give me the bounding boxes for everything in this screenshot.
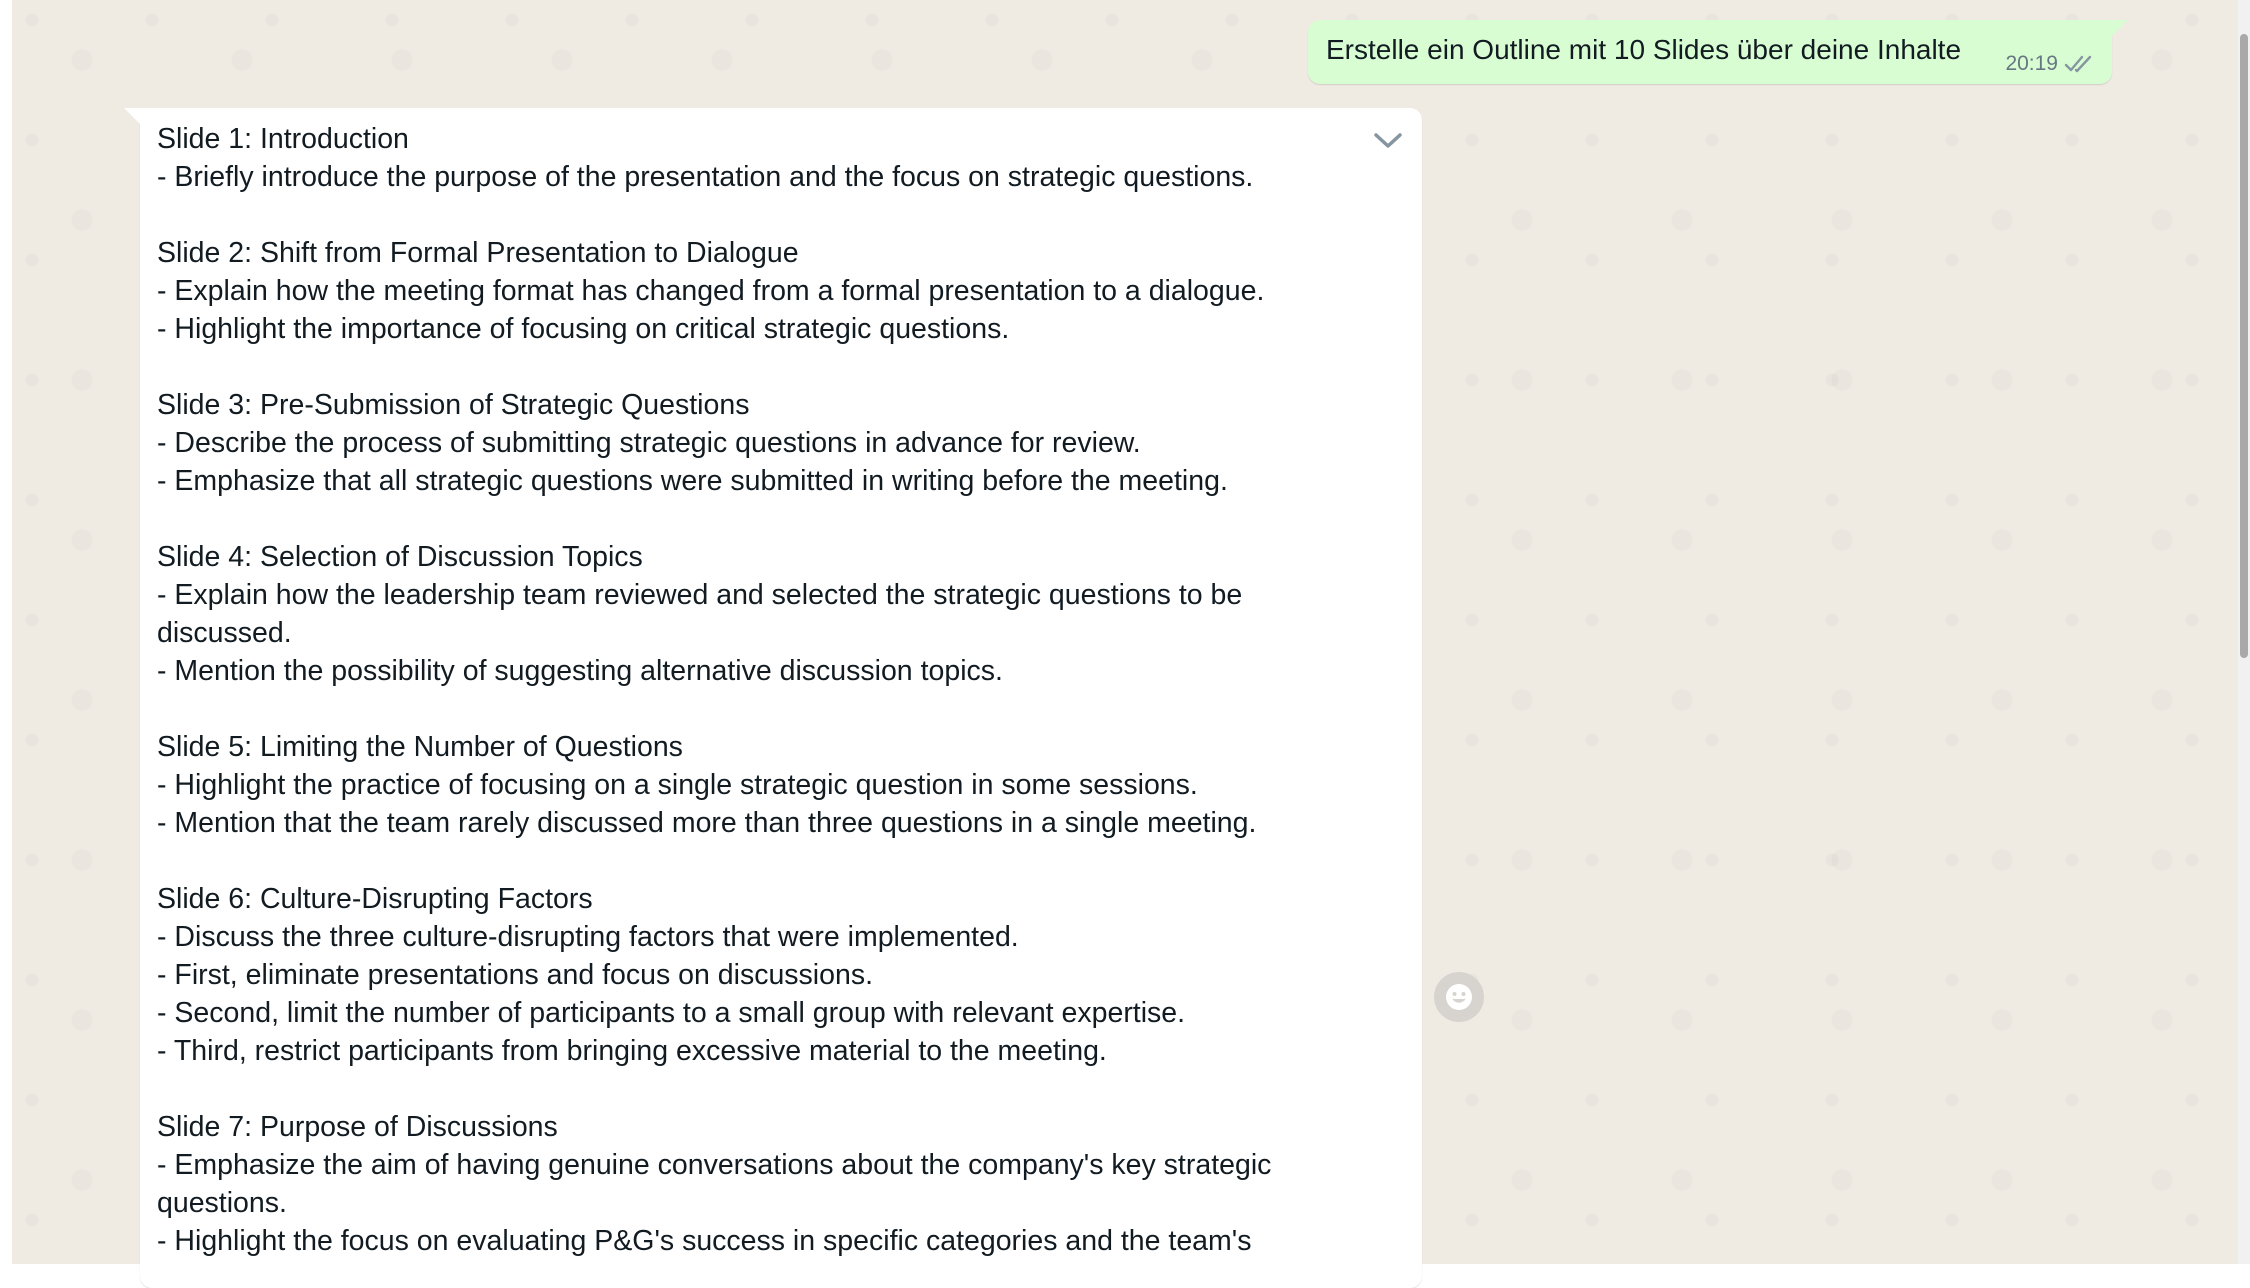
reaction-button[interactable] (1434, 972, 1484, 1022)
slide-title: Slide 5: Limiting the Number of Questions (157, 731, 683, 763)
outgoing-message-bubble[interactable] (1308, 20, 2112, 84)
slide-bullet-line: - First, eliminate presentations and focus on discussions. (157, 959, 874, 991)
incoming-message-bubble[interactable] (140, 108, 1422, 1288)
slide-bullet-line: - Emphasize that all strategic questions were submitted in writing before the meeting. (157, 465, 1228, 497)
message-time: 20:19 (2005, 52, 2058, 75)
slide-title: Slide 6: Culture-Disrupting Factors (157, 883, 593, 915)
incoming-message-text (157, 120, 1357, 1260)
slide-bullet-line: - Briefly introduce the purpose of the presentation and the focus on strategic questions. (157, 161, 1254, 193)
slide-bullet-line: - Describe the process of submitting strategic questions in advance for review. (157, 427, 1141, 459)
slide-bullet-line: - Third, restrict participants from bringing excessive material to the meeting. (157, 1035, 1107, 1067)
slide-bullet-line: questions. (157, 1187, 287, 1219)
slide-title: Slide 2: Shift from Formal Presentation to Dialogue (157, 237, 799, 269)
slide-bullet-line: - Highlight the focus on evaluating P&G's success in specific categories and the team's (157, 1225, 1252, 1257)
slide-bullet-line: - Explain how the leadership team reviewed and selected the strategic questions to be (157, 579, 1243, 611)
bubble-tail (124, 108, 142, 126)
slide-title: Slide 1: Introduction (157, 123, 409, 155)
paragraph-gap (157, 196, 1357, 234)
paragraph-gap (157, 842, 1357, 880)
slide-bullet-line: - Discuss the three culture-disrupting factors that were implemented. (157, 921, 1019, 953)
slide-bullet-line: - Second, limit the number of participants to a small group with relevant expertise. (157, 997, 1186, 1029)
scrollbar-thumb[interactable] (2240, 34, 2248, 658)
slide-bullet-line: - Emphasize the aim of having genuine conversations about the company's key strategic (157, 1149, 1272, 1181)
paragraph-gap (157, 348, 1357, 386)
slide-bullet-line: - Highlight the importance of focusing on critical strategic questions. (157, 313, 1010, 345)
slide-bullet-line: - Mention the possibility of suggesting alternative discussion topics. (157, 655, 1003, 687)
paragraph-gap (157, 690, 1357, 728)
message-meta (2005, 52, 2098, 76)
slide-bullet-line: discussed. (157, 617, 292, 649)
outgoing-message-text: Erstelle ein Outline mit 10 Slides über deine Inhalte (1326, 34, 1962, 65)
double-check-icon (2064, 53, 2098, 75)
paragraph-gap (157, 500, 1357, 538)
slide-bullet-line: - Highlight the practice of focusing on a single strategic question in some sessions. (157, 769, 1198, 801)
slide-bullet-line: - Mention that the team rarely discussed more than three questions in a single meeting. (157, 807, 1257, 839)
smiley-icon (1445, 983, 1473, 1011)
slide-title: Slide 4: Selection of Discussion Topics (157, 541, 643, 573)
bubble-tail (2110, 20, 2128, 38)
chevron-down-icon[interactable] (1372, 128, 1404, 152)
paragraph-gap (157, 1070, 1357, 1108)
slide-title: Slide 7: Purpose of Discussions (157, 1111, 558, 1143)
slide-bullet-line: - Explain how the meeting format has changed from a formal presentation to a dialogue. (157, 275, 1265, 307)
slide-title: Slide 3: Pre-Submission of Strategic Questions (157, 389, 750, 421)
